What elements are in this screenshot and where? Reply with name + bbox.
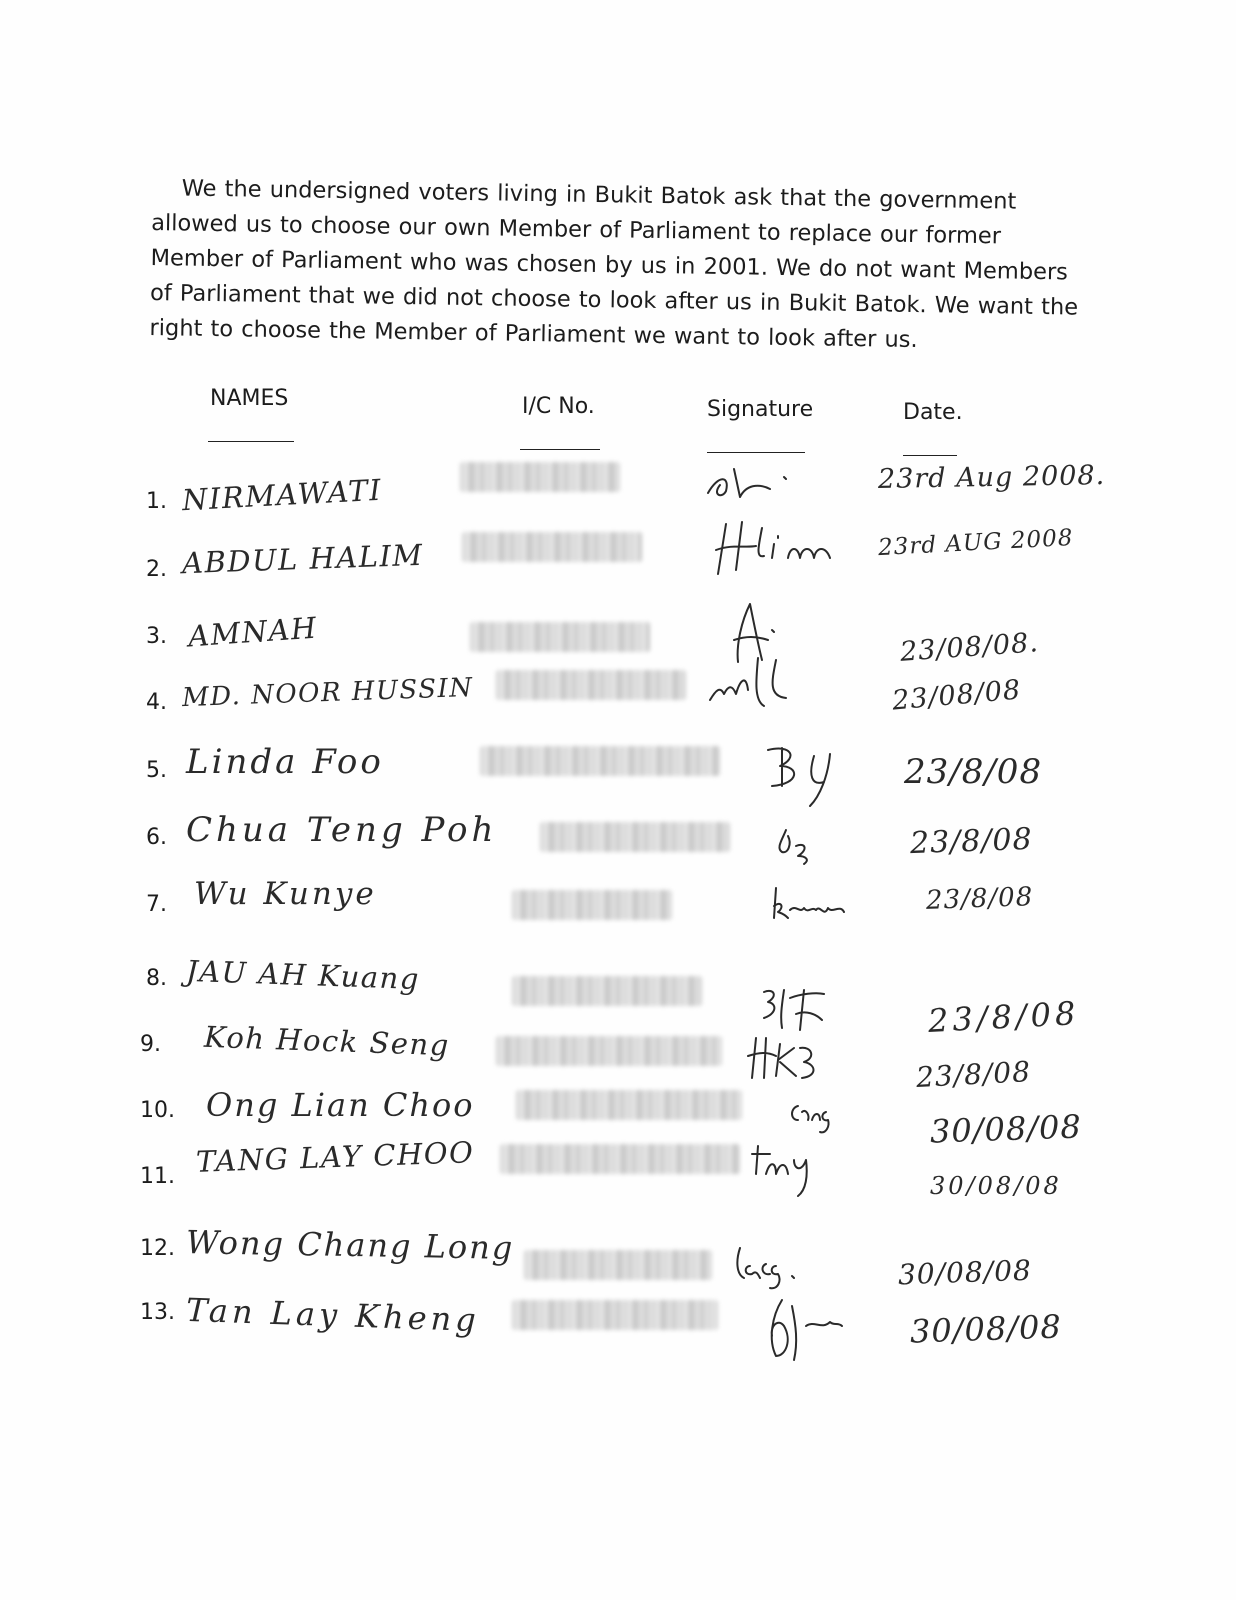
handwritten-signature [712,518,842,578]
signer-name: Tan Lay Kheng [185,1290,481,1340]
handwritten-signature [700,455,810,505]
signing-date: 23rd AUG 2008 [877,524,1075,562]
row-number: 3. [146,624,167,649]
handwritten-signature [760,984,830,1034]
handwritten-signature [762,740,842,810]
redacted-ic-number [460,462,620,492]
header-ic-number: I/C No. [522,394,595,419]
handwritten-signature [786,1098,846,1138]
signing-date: 30/08/08 [897,1253,1033,1292]
signer-name: Koh Hock Seng [203,1019,451,1063]
handwritten-signature [752,1296,848,1366]
signer-name: JAU AH Kuang [185,953,421,997]
handwritten-signature [730,1244,820,1294]
signing-date: 30/08/08 [909,1307,1063,1351]
signing-date: 30/08/08 [930,1172,1062,1200]
header-signature-underline [707,452,805,453]
row-number: 8. [146,966,167,991]
signing-date: 23/08/08. [899,627,1040,668]
redacted-ic-number [480,746,720,776]
header-signature: Signature [707,397,814,422]
row-number: 9. [140,1032,161,1057]
redacted-ic-number [462,532,642,562]
header-ic-underline [520,449,600,450]
signing-date: 23/8/08 [904,752,1043,792]
redacted-ic-number [496,1036,722,1066]
signing-date: 23/8/08 [909,821,1034,862]
signing-date: 23/8/08 [927,994,1081,1040]
redacted-ic-number [500,1144,740,1174]
signing-date: 23/08/08 [890,674,1023,717]
row-number: 12. [140,1236,175,1261]
redacted-ic-number [470,622,650,652]
redacted-ic-number [524,1250,712,1280]
row-number: 13. [140,1300,175,1325]
row-number: 11. [140,1164,175,1189]
row-number: 6. [146,825,167,850]
signer-name: Chua Teng Poh [186,810,498,850]
handwritten-signature [770,826,820,866]
redacted-ic-number [516,1090,742,1120]
header-date: Date. [903,400,963,425]
handwritten-signature [746,1034,826,1084]
signer-name: NIRMAWATI [181,472,383,518]
signing-date: 23rd Aug 2008. [877,460,1106,495]
signing-date: 23/8/08 [915,1055,1032,1094]
signer-name: ABDUL HALIM [181,537,425,581]
signing-date: 23/8/08 [925,882,1034,916]
signer-name: TANG LAY CHOO [195,1135,475,1179]
row-number: 4. [146,690,167,715]
signer-name: Linda Foo [186,742,384,782]
row-number: 10. [140,1098,175,1123]
signing-date: 30/08/08 [929,1107,1083,1151]
row-number: 5. [146,758,167,783]
header-names-underline [208,441,294,442]
handwritten-signature [750,1140,820,1200]
handwritten-signature [770,884,850,924]
signer-name: MD. NOOR HUSSIN [181,672,475,714]
row-number: 2. [146,557,167,582]
signer-name: AMNAH [186,610,319,654]
signer-name: Ong Lian Choo [206,1086,475,1124]
petition-statement: We the undersigned voters living in Bukit Batok ask that the government allowed us to choose our own Member of Parliament to replace our former Member of Parliament who was chosen by us in 2001. We do not want Members of Parliament that we did not choose to look after us in Bukit Batok. We want the right to choose the Member of Parliament we want to look after us. [149,174,1079,353]
signer-name: Wong Chang Long [185,1223,515,1267]
redacted-ic-number [540,822,730,852]
redacted-ic-number [512,890,672,920]
redacted-ic-number [496,670,686,700]
header-date-underline [903,455,957,456]
signer-name: Wu Kunye [194,876,377,912]
redacted-ic-number [512,1300,718,1330]
redacted-ic-number [512,976,702,1006]
header-names: NAMES [210,386,289,411]
row-number: 1. [146,489,167,514]
handwritten-signature [706,650,796,720]
row-number: 7. [146,892,167,917]
